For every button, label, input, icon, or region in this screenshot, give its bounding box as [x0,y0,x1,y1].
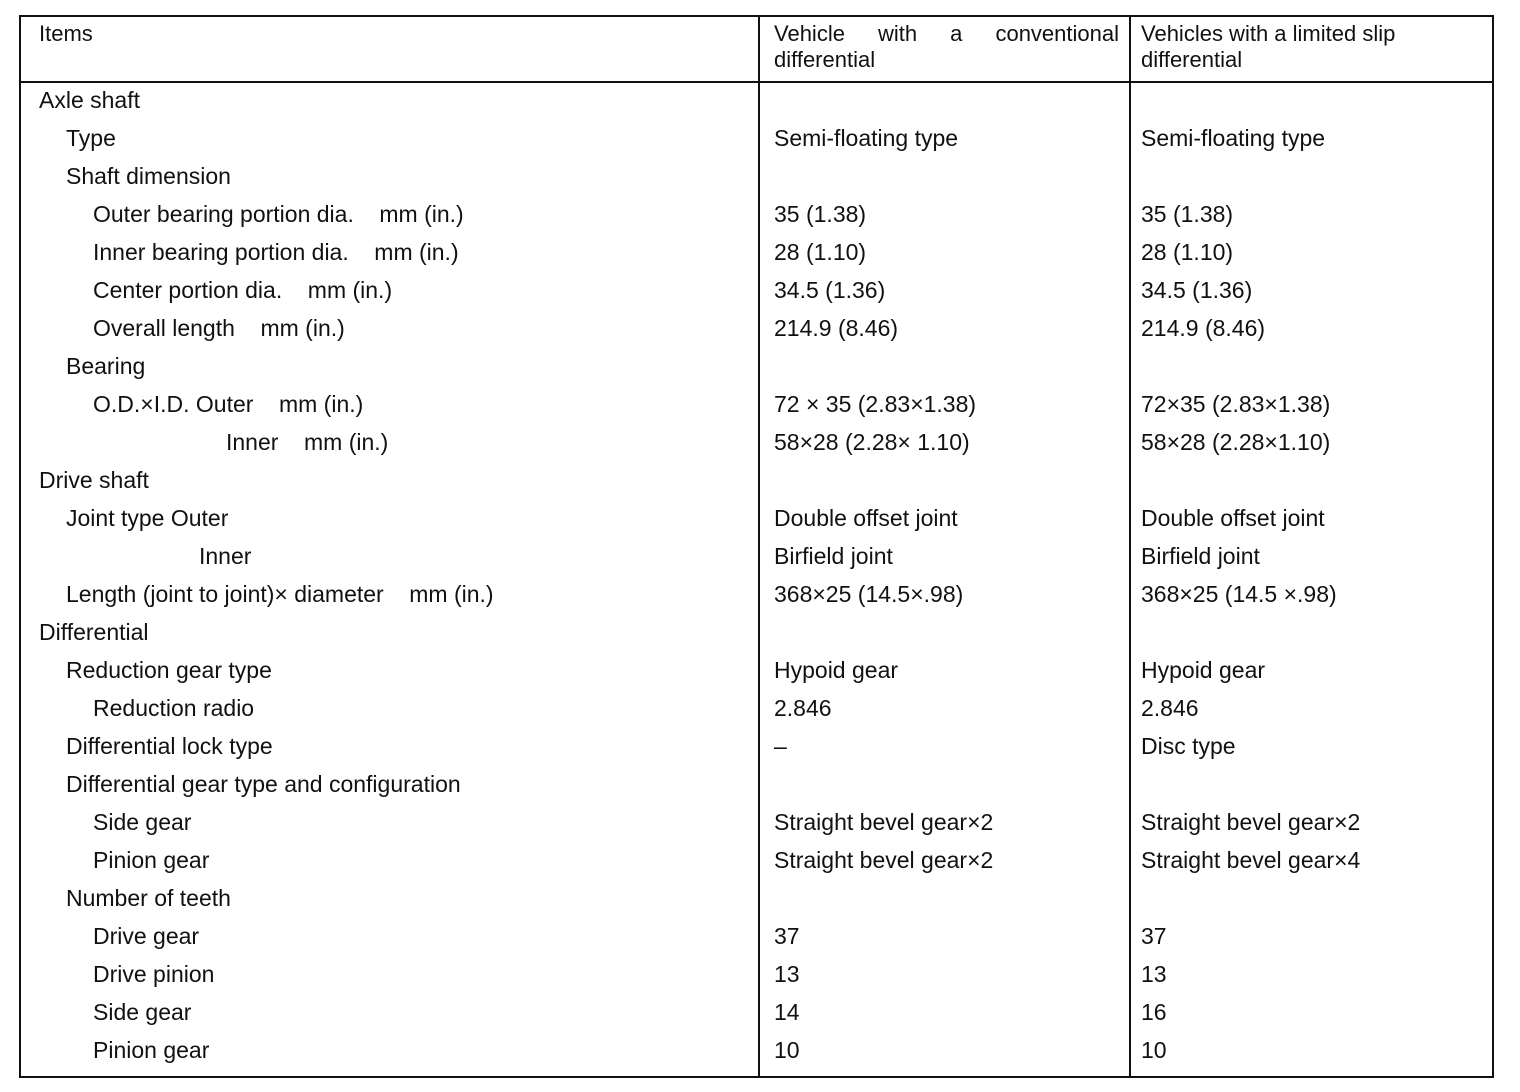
row-limited-slip-value: 10 [1141,1037,1167,1063]
specification-table [19,15,1494,1078]
table-row [21,917,1492,955]
row-limited-slip-value: 34.5 (1.36) [1141,277,1253,303]
row-item: Inner [199,543,252,569]
table-row [21,347,1492,385]
row-limited-slip-value: 37 [1141,923,1167,949]
row-item: Inner mm (in.) [226,429,389,455]
table-row [21,309,1492,347]
table-row [21,765,1492,803]
table-row [21,841,1492,879]
table-row [21,423,1492,461]
header-conventional-differential: Vehicle with a conventional differential [774,21,1119,72]
row-item: Reduction radio [93,695,255,721]
row-conventional-value: Straight bevel gear×2 [774,809,994,835]
row-limited-slip-value: Double offset joint [1141,505,1325,531]
header-limited-slip-differential: Vehicles with a limited slip differential [1141,21,1396,72]
table-row [21,955,1492,993]
table-row [21,1031,1492,1069]
table-row [21,271,1492,309]
row-conventional-value: 37 [774,923,800,949]
table-row [21,119,1492,157]
row-conventional-value: 368×25 (14.5×.98) [774,581,964,607]
table-row [21,157,1492,195]
row-item: Overall length mm (in.) [93,315,345,341]
row-item: Side gear [93,999,192,1025]
row-item: Pinion gear [93,847,210,873]
table-row [21,385,1492,423]
row-limited-slip-value: Semi-floating type [1141,125,1326,151]
table-row [21,461,1492,499]
row-item: O.D.×I.D. Outer mm (in.) [93,391,364,417]
row-item: Type [66,125,116,151]
table-row [21,195,1492,233]
table-row [21,575,1492,613]
row-item: Length (joint to joint)× diameter mm (in.) [66,581,494,607]
table-row [21,689,1492,727]
row-conventional-value: 10 [774,1037,800,1063]
row-item: Axle shaft [39,87,140,113]
table-row [21,879,1492,917]
row-item: Joint type Outer [66,505,229,531]
table-row [21,81,1492,119]
row-item: Differential lock type [66,733,273,759]
table-row [21,727,1492,765]
table-row [21,803,1492,841]
row-item: Differential gear type and configuration [66,771,461,797]
row-item: Side gear [93,809,192,835]
table-row [21,537,1492,575]
row-limited-slip-value: 28 (1.10) [1141,239,1234,265]
row-conventional-value: Hypoid gear [774,657,899,683]
row-conventional-value: 13 [774,961,800,987]
row-limited-slip-value: Straight bevel gear×2 [1141,809,1361,835]
row-item: Drive pinion [93,961,215,987]
row-limited-slip-value: Straight bevel gear×4 [1141,847,1361,873]
row-conventional-value: 214.9 (8.46) [774,315,899,341]
row-conventional-value: – [774,733,787,759]
row-conventional-value: 58×28 (2.28× 1.10) [774,429,970,455]
row-item: Reduction gear type [66,657,272,683]
row-limited-slip-value: 35 (1.38) [1141,201,1234,227]
header-items: Items [39,21,93,46]
row-item: Differential [39,619,149,645]
row-item: Pinion gear [93,1037,210,1063]
table-row [21,613,1492,651]
row-conventional-value: 14 [774,999,800,1025]
row-limited-slip-value: 368×25 (14.5 ×.98) [1141,581,1337,607]
table-row [21,993,1492,1031]
row-limited-slip-value: 13 [1141,961,1167,987]
row-conventional-value: 72 × 35 (2.83×1.38) [774,391,977,417]
row-item: Center portion dia. mm (in.) [93,277,393,303]
row-conventional-value: 28 (1.10) [774,239,867,265]
row-limited-slip-value: Birfield joint [1141,543,1260,569]
row-conventional-value: Birfield joint [774,543,893,569]
row-limited-slip-value: 214.9 (8.46) [1141,315,1266,341]
table-row [21,651,1492,689]
row-item: Number of teeth [66,885,231,911]
row-item: Bearing [66,353,146,379]
row-conventional-value: 34.5 (1.36) [774,277,886,303]
row-limited-slip-value: 16 [1141,999,1167,1025]
row-item: Shaft dimension [66,163,231,189]
row-limited-slip-value: 2.846 [1141,695,1199,721]
row-conventional-value: Semi-floating type [774,125,959,151]
row-limited-slip-value: 72×35 (2.83×1.38) [1141,391,1331,417]
row-item: Outer bearing portion dia. mm (in.) [93,201,464,227]
row-conventional-value: Straight bevel gear×2 [774,847,994,873]
row-item: Drive gear [93,923,200,949]
row-item: Inner bearing portion dia. mm (in.) [93,239,459,265]
row-item: Drive shaft [39,467,149,493]
table-row [21,499,1492,537]
row-limited-slip-value: 58×28 (2.28×1.10) [1141,429,1331,455]
row-conventional-value: 35 (1.38) [774,201,867,227]
row-conventional-value: Double offset joint [774,505,958,531]
table-row [21,233,1492,271]
row-limited-slip-value: Hypoid gear [1141,657,1266,683]
row-conventional-value: 2.846 [774,695,832,721]
row-limited-slip-value: Disc type [1141,733,1236,759]
